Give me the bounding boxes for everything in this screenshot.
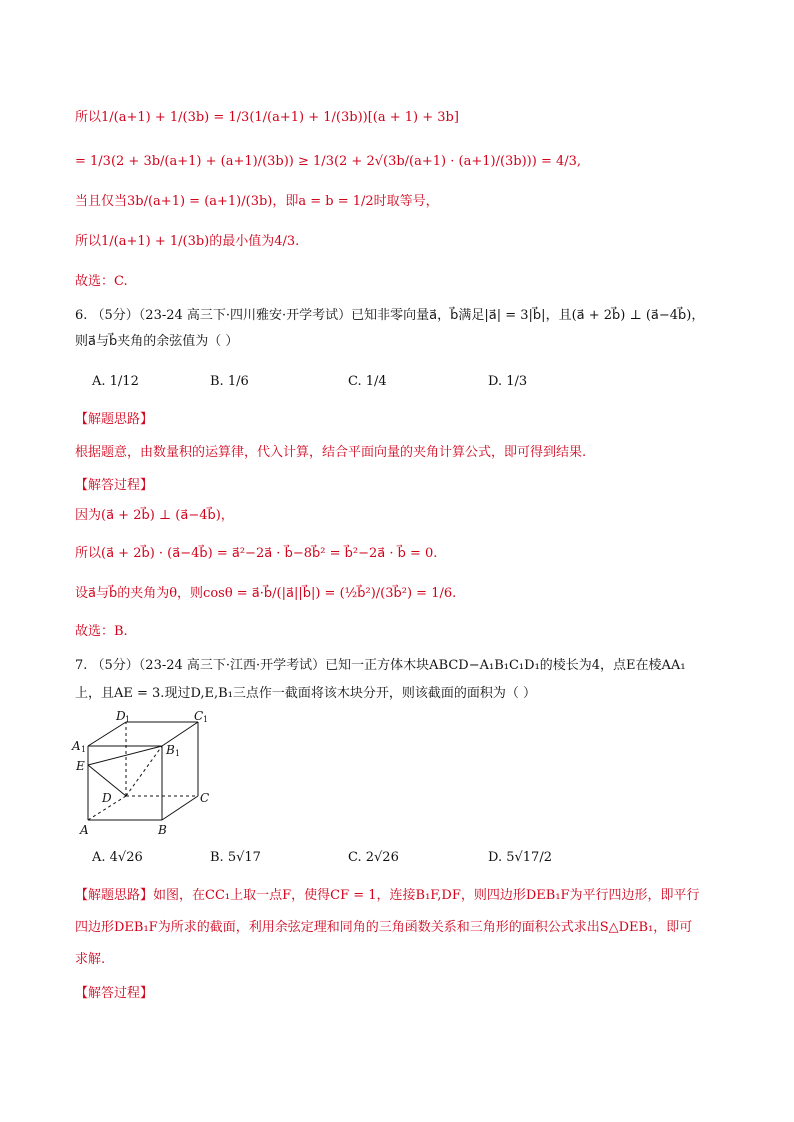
heading-solution-idea-6: 【解题思路】 [75,412,154,427]
option-b: B. 5√17 [210,850,261,865]
process-line-1: 因为(a⃗ + 2b⃗) ⊥ (a⃗−4b⃗)， [75,508,234,523]
option-c: C. 1/4 [348,374,387,389]
heading-solution-process-7: 【解答过程】 [75,986,154,1001]
option-a: A. 1/12 [92,374,139,389]
solution-idea-7-line-3: 求解. [75,952,106,967]
svg-text:1: 1 [203,715,209,724]
label-c: C [200,791,210,805]
label-b1: B [166,743,175,757]
label-a: A [80,823,89,837]
option-b: B. 1/6 [210,374,249,389]
solution-idea-7-line-1: 【解题思路】如图，在CC₁上取一点F，使得CF = 1，连接B₁F,DF，则四边形DEB₁F为平行四边形，即平行 [75,888,700,903]
option-d: D. 1/3 [488,374,528,389]
option-c: C. 2√26 [348,850,399,865]
line-l1: 所以1/(a+1) + 1/(3b) = 1/3(1/(a+1) + 1/(3b))[(a + 1) + 3b] [75,110,459,125]
question-7-options [92,848,712,868]
question-7-line-1: 7. （5分）（23-24 高三下·江西·开学考试）已知一正方体木块ABCD−A₁B₁C₁D₁的棱长为4，点E在棱AA₁ [75,658,686,673]
svg-text:1: 1 [125,715,131,724]
solution-idea-6: 根据题意，由数量积的运算律，代入计算，结合平面向量的夹角计算公式，即可得到结果. [75,445,587,460]
solution-idea-7-line-2: 四边形DEB₁F为所求的截面，利用余弦定理和同角的三角函数关系和三角形的面积公式求出S△DEB₁，即可 [75,920,693,935]
label-c1: C [194,709,204,723]
option-a: A. 4√26 [92,850,143,865]
process-line-4: 故选：B. [75,624,128,639]
label-e: E [76,759,85,773]
line-l2: = 1/3(2 + 3b/(a+1) + (a+1)/(3b)) ≥ 1/3(2 + 2√(3b/(a+1) · (a+1)/(3b))) = 4/3, [75,154,582,169]
cube-figure [70,708,220,840]
process-line-3: 设a⃗与b⃗的夹角为θ，则cosθ = a⃗·b⃗/(|a⃗||b⃗|) = (½b⃗²)/(3b⃗²) = 1/6. [75,586,457,601]
label-d: D [102,791,112,805]
process-line-2: 所以(a⃗ + 2b⃗) · (a⃗−4b⃗) = a⃗²−2a⃗ · b⃗−8b⃗² = b⃗²−2a⃗ · b⃗ = 0. [75,546,438,561]
line-l3: 当且仅当3b/(a+1) = (a+1)/(3b)，即a = b = 1/2时取等号， [75,194,439,209]
edge-b-c [162,796,198,820]
svg-text:1: 1 [81,745,87,754]
question-6-options [92,372,712,392]
svg-text:1: 1 [175,749,181,758]
label-a1: A [72,739,81,753]
label-d1: D [116,709,126,723]
heading-solution-process-6: 【解答过程】 [75,478,154,493]
question-6-line-1: 6. （5分）（23-24 高三下·四川雅安·开学考试）已知非零向量a⃗，b⃗满足|a⃗| = 3|b⃗|，且(a⃗ + 2b⃗) ⊥ (a⃗−4b⃗)， [75,308,705,323]
edge-a1-d1 [88,722,126,746]
label-b: B [158,823,167,837]
question-7-line-2: 上，且AE = 3.现过D,E,B₁三点作一截面将该木块分开，则该截面的面积为（ ） [75,686,537,701]
line-l5: 故选：C. [75,274,128,289]
question-6-line-2: 则a⃗与b⃗夹角的余弦值为（ ） [75,334,239,349]
option-d: D. 5√17/2 [488,850,552,865]
line-l4: 所以1/(a+1) + 1/(3b)的最小值为4/3. [75,234,300,249]
